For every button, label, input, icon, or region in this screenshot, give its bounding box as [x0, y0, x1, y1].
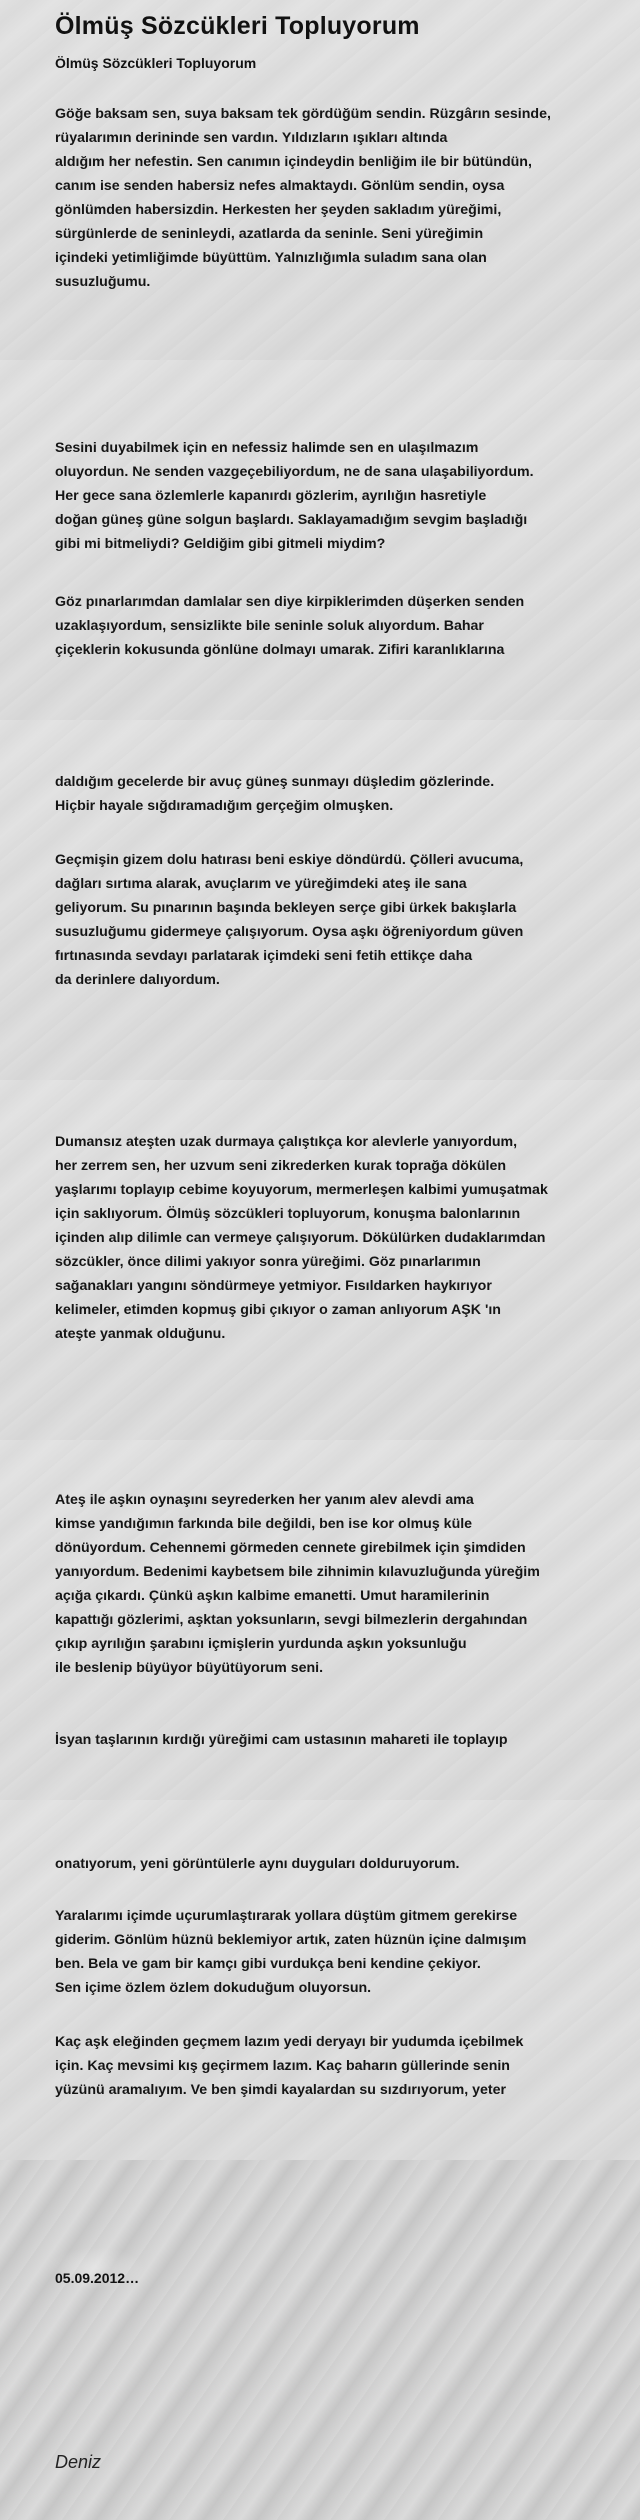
poem-line: geliyorum. Su pınarının başında bekleyen serçe gibi ürkek bakışlarla: [55, 900, 517, 916]
poem-line: içinden alıp dilimle can vermeye çalışıyorum. Dökülürken dudaklarımdan: [55, 1230, 546, 1246]
poem-line: susuzluğumu gidermeye çalışıyorum. Oysa aşkı öğreniyordum güven: [55, 924, 524, 940]
poem-block-1: [55, 102, 622, 294]
poem-line: Hiçbir hayale sığdıramadığım gerçeğim olmuşken.: [55, 798, 394, 814]
poem-line: yanıyordum. Bedenimi kaybetsem bile zihnimin kılavuzluğunda yüreğim: [55, 1564, 540, 1580]
poem-date: 05.09.2012…: [55, 2270, 140, 2286]
poem-line: oluyordun. Ne senden vazgeçebiliyordum, ne de sana ulaşabiliyordum.: [55, 464, 534, 480]
poem-line: aldığım her nefestin. Sen canımın içindeydin benliğim ile bir bütündün,: [55, 154, 532, 170]
poem-block-9: [55, 1852, 622, 1876]
poem-line: gönlümden habersizdin. Herkesten her şeyden sakladım yüreğimi,: [55, 202, 502, 218]
poem-block-2: [55, 436, 622, 556]
poem-line: doğan güneş güne solgun başlardı. Saklayamadığım sevgim başladığı: [55, 512, 528, 528]
poem-line: için saklıyorum. Ölmüş sözcükleri topluyorum, konuşma balonlarının: [55, 1206, 521, 1222]
poem-line: Göğe baksam sen, suya baksam tek gördüğüm sendin. Rüzgârın sesinde,: [55, 106, 551, 122]
poem-line: fırtınasında sevdayı parlatarak içimdeki seni fetih ettikçe daha: [55, 948, 473, 964]
poem-block-4: [55, 770, 622, 818]
poem-line: kapattığı gözlerimi, aşktan yoksunların, sevgi bilmezlerin dergahından: [55, 1612, 528, 1628]
poem-line: Yaralarımı içimde uçurumlaştırarak yollara düştüm gitmem gerekirse: [55, 1908, 518, 1924]
poem-block-10: [55, 1904, 622, 2000]
poem-line: Sen içime özlem özlem dokuduğum oluyorsun.: [55, 1980, 372, 1996]
poem-block-7: [55, 1488, 622, 1680]
poem-line: rüyalarımın derininde sen vardın. Yıldızların ışıkları altında: [55, 130, 448, 146]
poem-line: dağları sırtıma alarak, avuçlarım ve yüreğimdeki ateş ile sana: [55, 876, 467, 892]
poem-block-6: [55, 1130, 622, 1346]
poem-line: yaşlarımı toplayıp cebime koyuyorum, mermerleşen kalbimi yumuşatmak: [55, 1182, 548, 1198]
poem-block-11: [55, 2030, 622, 2102]
poem-block-3: [55, 590, 622, 662]
poem-line: daldığım gecelerde bir avuç güneş sunmayı düşledim gözlerinde.: [55, 774, 495, 790]
poem-line: Göz pınarlarımdan damlalar sen diye kirpiklerimden düşerken senden: [55, 594, 525, 610]
poem-line: dönüyordum. Cehennemi görmeden cennete girebilmek için şimdiden: [55, 1540, 526, 1556]
poem-line: Ateş ile aşkın oynaşını seyrederken her yanım alev alevdi ama: [55, 1492, 474, 1508]
poem-line: sözcükler, önce dilimi yakıyor sonra yüreğimi. Göz pınarlarımın: [55, 1254, 481, 1270]
poem-line: canım ise senden habersiz nefes almaktaydı. Gönlüm sendin, oysa: [55, 178, 505, 194]
poem-line: kimse yandığımın farkında bile değildi, ben ise kor olmuş küle: [55, 1516, 473, 1532]
poem-line: için. Kaç mevsimi kış geçirmem lazım. Kaç baharın güllerinde senin: [55, 2058, 510, 2074]
poem-block-8: [55, 1728, 622, 1752]
poem-line: uzaklaşıyordum, sensizlikte bile seninle soluk alıyordum. Bahar: [55, 618, 484, 634]
poem-line: çıkıp ayrılığın şarabını içmişlerin yurdunda aşkın yoksunluğu: [55, 1636, 467, 1652]
poem-line: ben. Bela ve gam bir kamçı gibi vurdukça beni kendine çekiyor.: [55, 1956, 481, 1972]
poem-line: Geçmişin gizem dolu hatırası beni eskiye döndürdü. Çölleri avucuma,: [55, 852, 524, 868]
author-signature: Deniz: [55, 2452, 102, 2472]
poem-line: kelimeler, etimden kopmuş gibi çıkıyor o zaman anlıyorum AŞK 'ın: [55, 1302, 501, 1318]
poem-line: onatıyorum, yeni görüntülerle aynı duyguları dolduruyorum.: [55, 1856, 460, 1872]
poem-line: yüzünü aramalıyım. Ve ben şimdi kayalardan su sızdırıyorum, yeter: [55, 2082, 507, 2098]
poem-line: Her gece sana özlemlerle kapanırdı gözlerim, ayrılığın hasretiyle: [55, 488, 487, 504]
poem-line: ile beslenip büyüyor büyütüyorum seni.: [55, 1660, 324, 1676]
poem-line: açığa çıkardı. Çünkü aşkın kalbime emanetti. Umut haramilerinin: [55, 1588, 490, 1604]
poem-line: Kaç aşk eleğinden geçmem lazım yedi deryayı bir yudumda içebilmek: [55, 2034, 524, 2050]
poem-line: sürgünlerde de seninleydi, azatlarda da seninle. Seni yüreğimin: [55, 226, 484, 242]
poem-line: İsyan taşlarının kırdığı yüreğimi cam ustasının mahareti ile toplayıp: [55, 1732, 508, 1748]
poem-line: sağanakları yangını söndürmeye yetmiyor. Fısıldarken haykırıyor: [55, 1278, 492, 1294]
poem-line: Sesini duyabilmek için en nefessiz halimde sen en ulaşılmazım: [55, 440, 479, 456]
poem-line: Dumansız ateşten uzak durmaya çalıştıkça kor alevlerle yanıyordum,: [55, 1134, 518, 1150]
poem-line: ateşte yanmak olduğunu.: [55, 1326, 226, 1342]
poem-line: susuzluğumu.: [55, 274, 151, 290]
page-title: Ölmüş Sözcükleri Topluyorum: [55, 12, 420, 40]
poem-line: giderim. Gönlüm hüznü beklemiyor artık, zaten hüznün içine dalmışım: [55, 1932, 527, 1948]
poem-line: içindeki yetimliğimde büyüttüm. Yalnızlığımla suladım sana olan: [55, 250, 487, 266]
poem-line: da derinlere dalıyordum.: [55, 972, 220, 988]
poem-line: gibi mi bitmeliydi? Geldiğim gibi gitmeli miydim?: [55, 536, 386, 552]
poem-line: çiçeklerin kokusunda gönlüne dolmayı umarak. Zifiri karanlıklarına: [55, 642, 505, 658]
poem-line: her zerrem sen, her uzvum seni zikrederken kurak toprağa dökülen: [55, 1158, 507, 1174]
poem-block-5: [55, 848, 622, 992]
poem-subtitle: Ölmüş Sözcükleri Topluyorum: [55, 55, 257, 71]
